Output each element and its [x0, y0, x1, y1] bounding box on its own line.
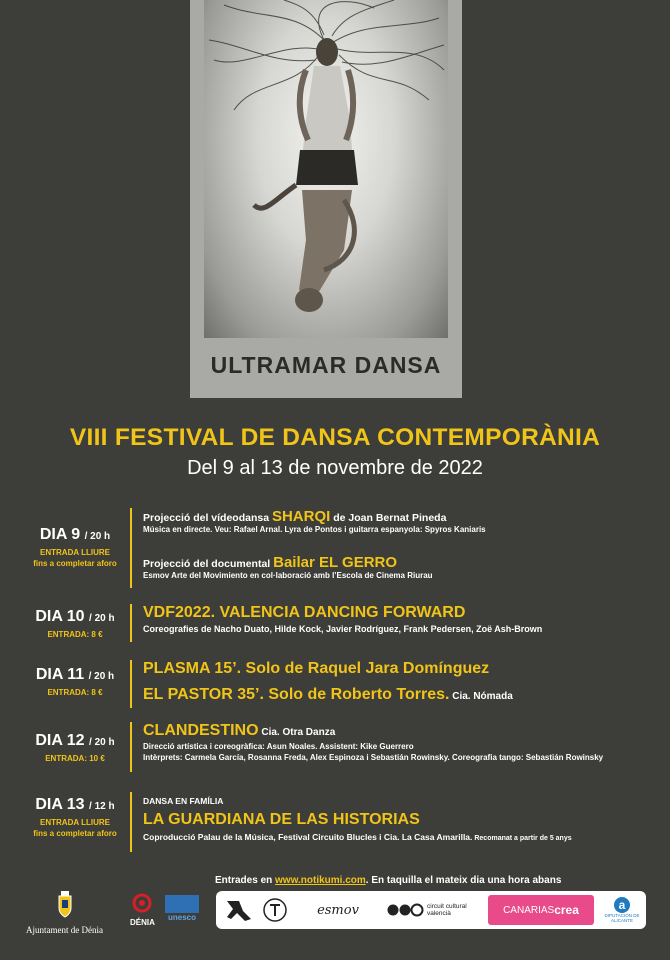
event-vdf2022: [143, 604, 542, 634]
event-intro: Projecció del documental: [143, 558, 274, 570]
ticket-info: [215, 875, 561, 886]
ticket-info-prefix: Entrades en: [215, 875, 276, 886]
crea-text: crea: [554, 903, 579, 917]
event-author: de Joan Bernat Pineda: [330, 512, 447, 524]
entry-price: ENTRADA LLIURE: [40, 548, 110, 557]
divider: [130, 660, 132, 708]
divider: [130, 508, 132, 588]
ajuntament-name: Ajuntament de Dénia: [26, 925, 103, 935]
event-bailar-el-gerro: [143, 554, 433, 580]
day-info: [20, 608, 130, 640]
event-title: Bailar EL GERRO: [273, 554, 398, 571]
palau-logo: [260, 891, 290, 929]
day-time: / 20 h: [88, 671, 115, 682]
event-company: Cia. Otra Danza: [258, 727, 336, 738]
palau-emblem-icon: [262, 897, 288, 923]
circuit-cultural-logo: [382, 891, 480, 929]
circuit-dots-icon: [387, 903, 425, 917]
day-info: [20, 526, 130, 569]
unesco-temple-icon: [165, 895, 199, 913]
event-performers: Intèrprets: Carmela García, Rosanna Freda, Alex Espinoza i Sebastián Rowinsky. Coreografia tango: Sebastián Rowinsky: [143, 753, 604, 762]
event-title: SHARQI: [271, 508, 331, 525]
day-number: DIA 9: [39, 526, 81, 543]
event-el-pastor: [143, 686, 513, 704]
coat-of-arms-icon: [56, 890, 74, 918]
event-direction: Direcció artística i coreogràfica: Asun Noales. Assistent: Kike Guerrero: [143, 742, 414, 751]
entry-capacity: fins a completar aforo: [33, 829, 117, 838]
denia-swirl-icon: [130, 893, 154, 913]
event-company: Cia. Nómada: [449, 691, 513, 702]
day-number: DIA 13: [35, 796, 85, 813]
day-label: [20, 526, 130, 544]
diputacion-logo: [602, 891, 642, 929]
ticket-info-suffix: . En taquilla el mateix dia una hora abans: [365, 875, 562, 886]
festival-title: VIII FESTIVAL DE DANSA CONTEMPORÀNIA: [69, 424, 601, 451]
entry-price: ENTRADA LLIURE: [40, 818, 110, 827]
day-label: [20, 796, 130, 814]
unesco-logo-text: unesco: [167, 913, 196, 922]
day-info: [20, 796, 130, 839]
event-title: LA GUARDIANA DE LAS HISTORIAS: [143, 811, 420, 828]
event-details: Coreografies de Nacho Duato, Hilde Kock, Javier Rodríguez, Frank Pedersen, Zoë Ash-Brown: [143, 624, 543, 634]
divider: [130, 604, 132, 642]
dancer-illustration: [204, 0, 448, 338]
diputacion-text: DIPUTACIÓN DE ALICANTE: [604, 913, 640, 923]
day-number: DIA 11: [35, 666, 85, 683]
divider: [130, 722, 132, 772]
event-title: EL PASTOR 35’. Solo de Roberto Torres.: [143, 686, 450, 703]
festival-dates: Del 9 al 13 de novembre de 2022: [187, 457, 483, 479]
divider: [130, 792, 132, 852]
event-intro: Projecció del vídeodansa: [143, 512, 272, 524]
ajuntament-logo: [22, 890, 107, 935]
denia-logo-text: DÉNIA: [130, 918, 155, 927]
canarias-text: CANARIAS: [503, 904, 555, 916]
event-details: Coproducció Palau de la Música, Festival Circuito Blucles i Cia. La Casa Amarilla.: [143, 832, 473, 842]
event-details: Esmov Arte del Movimiento en col·laboració amb l’Escola de Cinema Riurau: [143, 571, 433, 580]
event-clandestino: [143, 722, 603, 762]
dancer-silhouette-icon: [225, 897, 253, 923]
event-plasma: [143, 660, 489, 678]
event-title: PLASMA 15’. Solo de Raquel Jara Domínguez: [143, 660, 490, 677]
entry-price: ENTRADA: 8 €: [47, 688, 103, 697]
day-label: [20, 608, 130, 626]
event-age-note: Recomanat a partir de 5 anys: [472, 835, 572, 842]
circuit-cultural-text: circuit cultural valencià: [427, 903, 467, 917]
day-time: / 20 h: [89, 737, 115, 748]
entry-price: ENTRADA: 8 €: [47, 630, 103, 639]
entry-price: ENTRADA: 10 €: [45, 754, 105, 763]
day-number: DIA 12: [35, 732, 85, 749]
day-number: DIA 10: [35, 608, 85, 625]
entry-note: [20, 547, 130, 569]
dancer-photo: [204, 0, 448, 338]
sponsor-bar: [216, 891, 646, 929]
event-details: Música en directe. Veu: Rafael Arnal. Lyra de Pontos i guitarra espanyola: Spyros Kaniaris: [143, 525, 486, 534]
entry-capacity: fins a completar aforo: [33, 559, 117, 568]
canarias-crea-logo: [486, 891, 596, 929]
event-title: VDF2022. VALENCIA DANCING FORWARD: [143, 604, 466, 621]
event-la-guardiana: [143, 796, 572, 842]
day-time: / 20 h: [89, 613, 115, 624]
event-category: DANSA EN FAMÍLIA: [143, 796, 224, 806]
event-sharqi: [143, 508, 486, 534]
day-time: / 12 h: [89, 801, 115, 812]
day-label: [20, 732, 130, 750]
day-info: [20, 732, 130, 764]
day-info: [20, 666, 130, 698]
esmov-logo: esmov: [317, 902, 359, 918]
denia-logo: [130, 893, 160, 927]
day-label: [20, 666, 130, 684]
entry-note: [20, 817, 130, 839]
dancer-silhouette-logo: [222, 891, 256, 929]
poster-photo-frame: [190, 0, 462, 398]
ticket-link[interactable]: www.notikumi.com: [275, 875, 366, 886]
photo-title: ULTRAMAR DANSA: [210, 352, 442, 378]
diputacion-a-icon: a: [614, 897, 630, 913]
event-title: CLANDESTINO: [143, 722, 259, 739]
unesco-logo: [163, 895, 201, 925]
day-time: / 20 h: [84, 531, 111, 542]
